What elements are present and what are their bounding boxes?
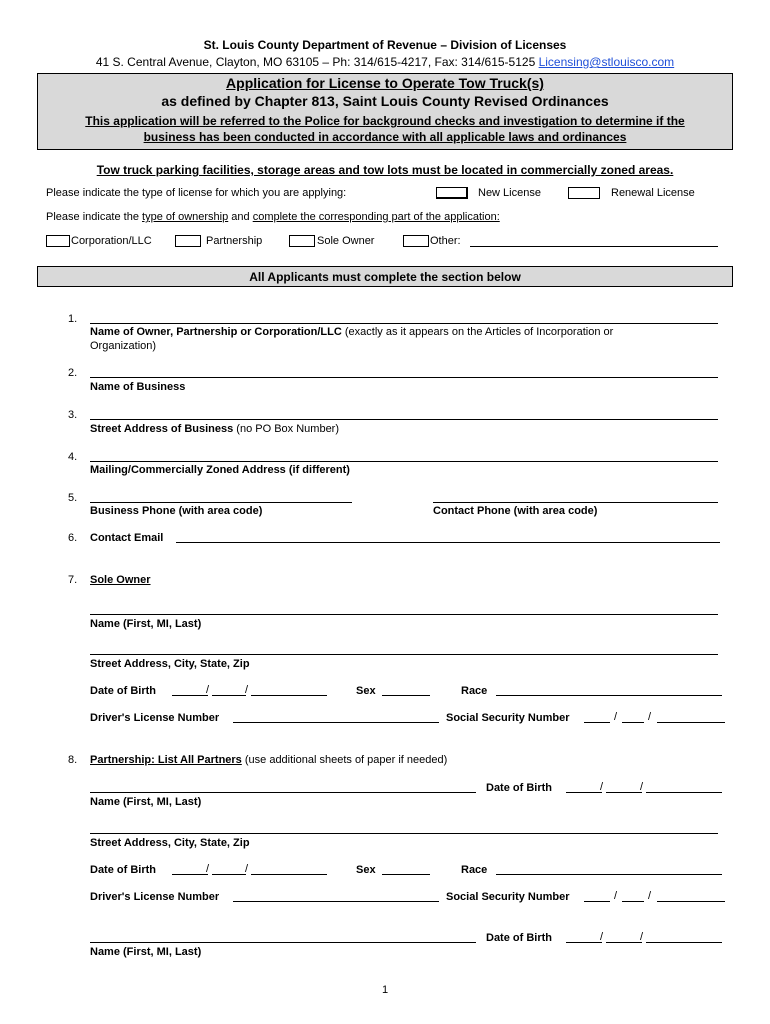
partner-1-name-label: Name (First, MI, Last)	[90, 796, 202, 808]
contact-email-label: Contact Email	[90, 532, 164, 544]
partner-1-sex-input[interactable]	[382, 874, 430, 875]
owner-name-input[interactable]	[90, 323, 718, 324]
partner-2-dob-month[interactable]	[566, 942, 602, 943]
sole-owner-sex-input[interactable]	[382, 695, 430, 696]
sole-owner-sex-label: Sex	[356, 685, 376, 697]
partner-1-dob-day[interactable]	[606, 792, 642, 793]
notice-line-2: business has been conducted in accordance with all applicable laws and ordinances	[143, 130, 627, 144]
sole-owner-checkbox[interactable]	[289, 235, 315, 247]
partner-1-sex-label: Sex	[356, 864, 376, 876]
other-checkbox[interactable]	[403, 235, 429, 247]
email-link[interactable]: Licensing@stlouisco.com	[538, 55, 675, 69]
sole-owner-heading: Sole Owner	[90, 574, 151, 586]
partner-1-dob-label: Date of Birth	[486, 782, 552, 794]
ownership-prompt	[46, 211, 500, 223]
date-separator: /	[600, 931, 604, 943]
sole-owner-name-label: Name (First, MI, Last)	[90, 618, 202, 630]
sole-owner-dob-month[interactable]	[172, 695, 208, 696]
date-separator: /	[206, 684, 210, 696]
partner-1-dob-year[interactable]	[646, 792, 722, 793]
corporation-checkbox[interactable]	[46, 235, 70, 247]
item-number: 3.	[68, 409, 78, 421]
partner-1-address-input[interactable]	[90, 833, 718, 834]
item-number: 1.	[68, 313, 78, 325]
street-address-label	[90, 423, 339, 435]
ownership-prompt-a: Please indicate the	[46, 211, 143, 223]
page-subtitle: as defined by Chapter 813, Saint Louis County Revised Ordinances	[161, 93, 609, 109]
partner-2-dob-label: Date of Birth	[486, 932, 552, 944]
partner-1-dob2-year[interactable]	[251, 874, 327, 875]
business-name-input[interactable]	[90, 377, 718, 378]
other-label: Other:	[430, 235, 461, 247]
partner-1-ssn-2[interactable]	[622, 901, 644, 902]
item-number: 4.	[68, 451, 78, 463]
page-title: Application for License to Operate Tow Truck(s)	[226, 75, 544, 91]
sole-owner-ssn-3[interactable]	[657, 722, 725, 723]
sole-owner-dob-label: Date of Birth	[90, 685, 156, 697]
sole-owner-address-input[interactable]	[90, 654, 718, 655]
ownership-prompt-b: type of ownership	[142, 211, 229, 223]
contact-phone-label: Contact Phone (with area code)	[433, 505, 598, 517]
partner-1-race-label: Race	[461, 864, 488, 876]
sole-owner-label: Sole Owner	[317, 235, 375, 247]
partner-1-dob2-day[interactable]	[212, 874, 246, 875]
date-separator: /	[640, 931, 644, 943]
partner-1-dl-input[interactable]	[233, 901, 439, 902]
partner-1-dl-label: Driver's License Number	[90, 891, 220, 903]
business-phone-input[interactable]	[90, 502, 352, 503]
license-type-prompt: Please indicate the type of license for which you are applying:	[46, 187, 347, 199]
new-license-checkbox-frame[interactable]	[436, 187, 468, 199]
sole-owner-dob-year[interactable]	[251, 695, 327, 696]
sole-owner-ssn-label: Social Security Number	[446, 712, 570, 724]
ownership-prompt-d: complete the corresponding part of the application:	[252, 211, 500, 223]
ssn-separator: /	[614, 890, 618, 902]
partner-2-name-label: Name (First, MI, Last)	[90, 946, 202, 958]
business-name-label: Name of Business	[90, 381, 186, 393]
sole-owner-dob-day[interactable]	[212, 695, 246, 696]
business-phone-label: Business Phone (with area code)	[90, 505, 263, 517]
item-number: 6.	[68, 532, 78, 544]
partner-1-dob2-month[interactable]	[172, 874, 208, 875]
sole-owner-race-input[interactable]	[496, 695, 722, 696]
new-license-label: New License	[478, 187, 541, 199]
contact-phone-input[interactable]	[433, 502, 718, 503]
sole-owner-name-input[interactable]	[90, 614, 718, 615]
partnership-note: (use additional sheets of paper if needed)	[241, 754, 448, 766]
item-number: 8.	[68, 754, 78, 766]
address-text: 41 S. Central Avenue, Clayton, MO 63105 – Ph: 314/615-4217, Fax: 314/615-5125	[95, 55, 536, 69]
item-number: 5.	[68, 492, 78, 504]
partnership-checkbox[interactable]	[175, 235, 201, 247]
date-separator: /	[245, 863, 249, 875]
partner-1-dob2-label: Date of Birth	[90, 864, 156, 876]
street-address-label-rest: (no PO Box Number)	[233, 423, 340, 435]
street-address-label-bold: Street Address of Business	[90, 423, 234, 435]
sole-owner-dl-label: Driver's License Number	[90, 712, 220, 724]
department-heading: St. Louis County Department of Revenue – Division of Licenses	[203, 38, 567, 52]
contact-line	[0, 55, 770, 69]
contact-email-input[interactable]	[176, 542, 720, 543]
date-separator: /	[600, 781, 604, 793]
page-number: 1	[381, 984, 389, 996]
partner-2-name-input[interactable]	[90, 942, 476, 943]
sole-owner-race-label: Race	[461, 685, 488, 697]
zoning-notice: Tow truck parking facilities, storage areas and tow lots must be located in commercially zoned areas.	[96, 163, 674, 177]
partner-1-address-label: Street Address, City, State, Zip	[90, 837, 250, 849]
mailing-address-label: Mailing/Commercially Zoned Address (if different)	[90, 464, 350, 476]
item-number: 7.	[68, 574, 78, 586]
other-input[interactable]	[470, 246, 718, 247]
sole-owner-ssn-2[interactable]	[622, 722, 644, 723]
ssn-separator: /	[648, 890, 652, 902]
owner-name-label-line2: Organization)	[90, 340, 157, 352]
ssn-separator: /	[614, 711, 618, 723]
ownership-prompt-c: and	[228, 211, 253, 223]
partner-1-ssn-label: Social Security Number	[446, 891, 570, 903]
partnership-label: Partnership	[206, 235, 263, 247]
sole-owner-address-label: Street Address, City, State, Zip	[90, 658, 250, 670]
corporation-label: Corporation/LLC	[71, 235, 152, 247]
partner-2-dob-year[interactable]	[646, 942, 722, 943]
section-bar-text: All Applicants must complete the section below	[249, 270, 521, 284]
item-number: 2.	[68, 367, 78, 379]
date-separator: /	[245, 684, 249, 696]
partner-1-ssn-1[interactable]	[584, 901, 610, 902]
ssn-separator: /	[648, 711, 652, 723]
partner-1-dob-month[interactable]	[566, 792, 602, 793]
partner-1-name-input[interactable]	[90, 792, 476, 793]
partner-1-ssn-3[interactable]	[657, 901, 725, 902]
owner-name-label	[90, 326, 613, 338]
partnership-heading: Partnership: List All Partners	[90, 754, 242, 766]
renewal-license-checkbox[interactable]	[568, 187, 600, 199]
sole-owner-dl-input[interactable]	[233, 722, 439, 723]
owner-name-label-bold: Name of Owner, Partnership or Corporation/LLC	[90, 326, 342, 338]
notice-line-1: This application will be referred to the Police for background checks and investigation to determine if the	[85, 114, 685, 128]
renewal-license-label: Renewal License	[611, 187, 695, 199]
date-separator: /	[206, 863, 210, 875]
owner-name-label-rest: (exactly as it appears on the Articles of Incorporation or	[341, 326, 614, 338]
partner-2-dob-day[interactable]	[606, 942, 642, 943]
mailing-address-input[interactable]	[90, 461, 718, 462]
partner-1-race-input[interactable]	[496, 874, 722, 875]
sole-owner-ssn-1[interactable]	[584, 722, 610, 723]
partnership-heading-line	[90, 754, 447, 766]
date-separator: /	[640, 781, 644, 793]
street-address-input[interactable]	[90, 419, 718, 420]
